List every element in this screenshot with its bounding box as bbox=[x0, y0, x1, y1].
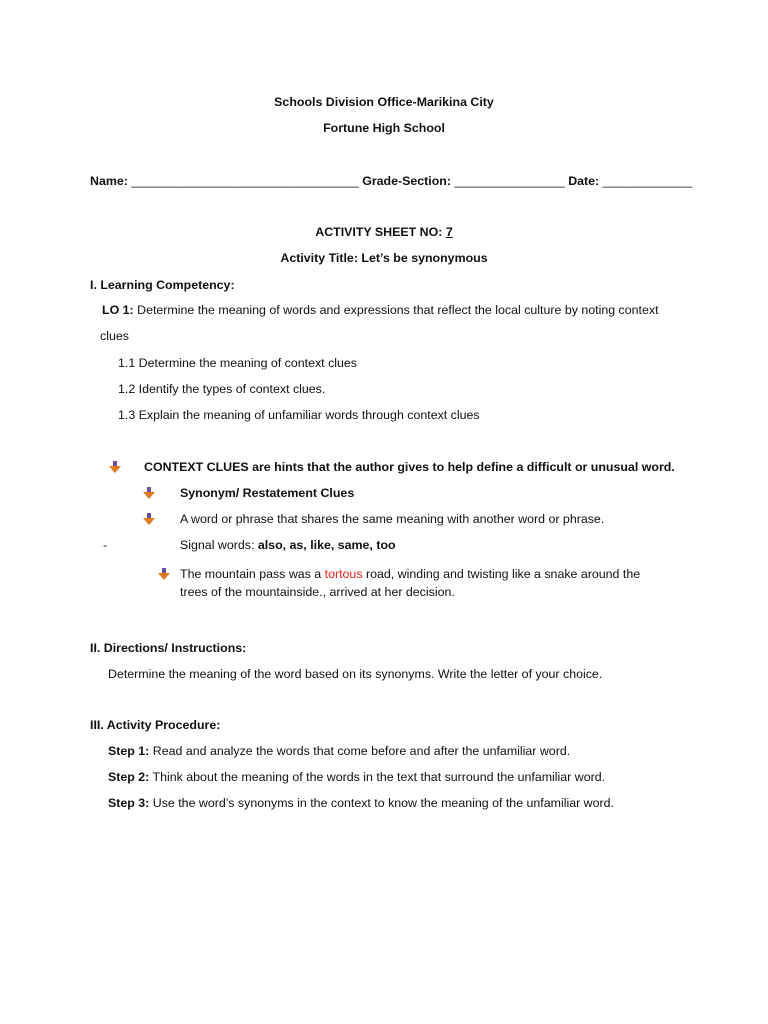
arrow-bullet-icon bbox=[158, 568, 170, 580]
example-text-before: The mountain pass was a bbox=[180, 567, 325, 581]
dash-marker: - bbox=[103, 538, 108, 552]
highlighted-word: tortous bbox=[324, 567, 363, 581]
signal-words-label: Signal words: bbox=[180, 538, 255, 552]
procedure-step bbox=[108, 743, 570, 759]
arrow-bullet-icon bbox=[143, 513, 155, 525]
example-sentence-continued: trees of the mountainside., arrived at her decision. bbox=[180, 585, 455, 599]
competency-item: 1.2 Identify the types of context clues. bbox=[118, 382, 326, 396]
date-blank: _____________ bbox=[602, 174, 693, 188]
example-sentence bbox=[180, 566, 640, 582]
step-text: Use the word’s synonyms in the context to know the meaning of the unfamiliar word. bbox=[152, 796, 614, 810]
lo-text-continued: clues bbox=[100, 329, 129, 343]
name-blank: _________________________________ bbox=[131, 174, 359, 188]
procedure-step bbox=[108, 795, 614, 811]
competency-heading: I. Learning Competency: bbox=[90, 278, 235, 292]
school-title: Fortune High School bbox=[323, 121, 445, 135]
context-clues-definition: CONTEXT CLUES are hints that the author gives to help define a difficult or unusual word. bbox=[144, 460, 675, 474]
example-text-after: road, winding and twisting like a snake around the bbox=[362, 567, 641, 581]
signal-words-line bbox=[180, 537, 396, 553]
sheet-number: 7 bbox=[445, 225, 453, 239]
procedure-heading: III. Activity Procedure: bbox=[90, 718, 221, 732]
sheet-label: ACTIVITY SHEET NO: bbox=[315, 225, 443, 239]
lo-line bbox=[102, 302, 659, 318]
directions-heading: II. Directions/ Instructions: bbox=[90, 641, 247, 655]
activity-title: Activity Title: Let’s be synonymous bbox=[280, 251, 488, 265]
lo-text: Determine the meaning of words and expressions that reflect the local culture by noting context bbox=[137, 303, 659, 317]
signal-words: also, as, like, same, too bbox=[257, 538, 396, 552]
step-text: Read and analyze the words that come before and after the unfamiliar word. bbox=[152, 744, 571, 758]
arrow-bullet-icon bbox=[143, 487, 155, 499]
clue-type-description: A word or phrase that shares the same meaning with another word or phrase. bbox=[180, 512, 605, 526]
date-label: Date: bbox=[568, 174, 600, 188]
step-text: Think about the meaning of the words in the text that surround the unfamiliar word. bbox=[152, 770, 606, 784]
step-label: Step 2: bbox=[108, 770, 150, 784]
activity-sheet-number bbox=[0, 224, 768, 240]
office-title: Schools Division Office-Marikina City bbox=[274, 95, 494, 109]
competency-item: 1.1 Determine the meaning of context clues bbox=[118, 356, 357, 370]
step-label: Step 1: bbox=[108, 744, 150, 758]
step-label: Step 3: bbox=[108, 796, 150, 810]
grade-section-blank: ________________ bbox=[454, 174, 565, 188]
arrow-bullet-icon bbox=[109, 461, 121, 473]
clue-type-title: Synonym/ Restatement Clues bbox=[180, 486, 355, 500]
competency-item: 1.3 Explain the meaning of unfamiliar words through context clues bbox=[118, 408, 480, 422]
procedure-step bbox=[108, 769, 605, 785]
directions-text: Determine the meaning of the word based on its synonyms. Write the letter of your choice. bbox=[108, 667, 603, 681]
grade-section-label: Grade-Section: bbox=[362, 174, 452, 188]
info-line bbox=[90, 173, 692, 189]
lo-label: LO 1: bbox=[102, 303, 134, 317]
name-label: Name: bbox=[90, 174, 128, 188]
